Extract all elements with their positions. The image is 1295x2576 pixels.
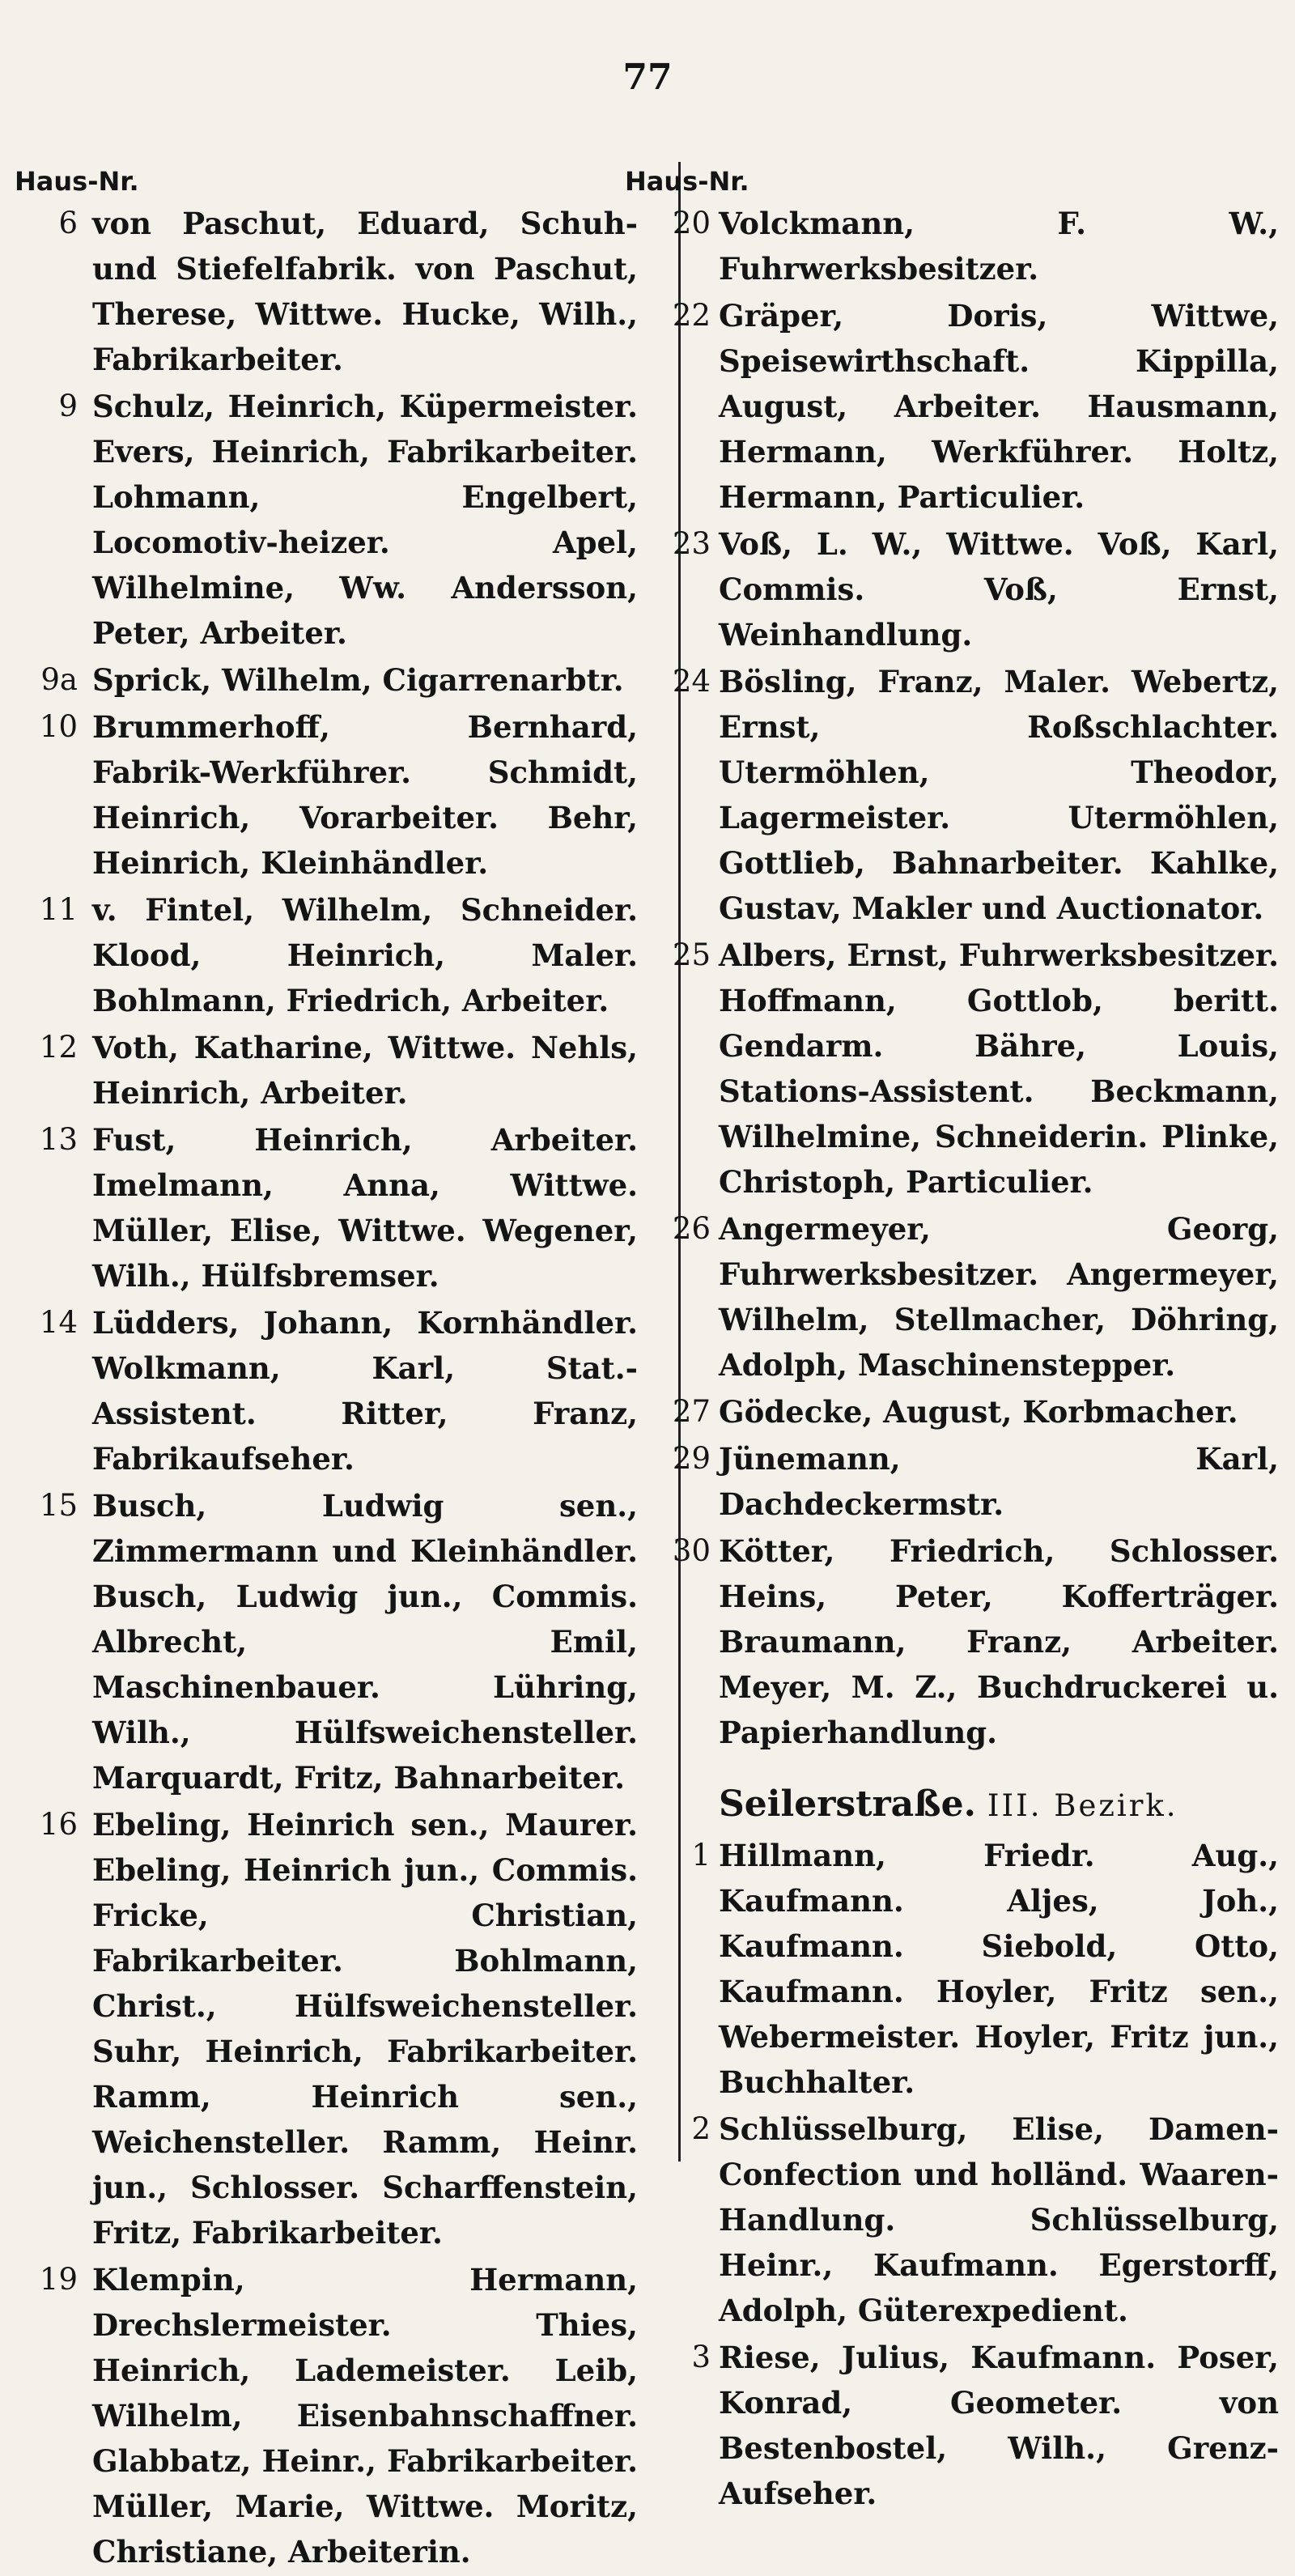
house-number: 2 [691,2111,711,2146]
house-number: 24 [672,664,711,699]
house-number: 26 [672,1211,711,1246]
house-number: 9a [40,662,78,697]
house-entry [15,1483,638,1800]
house-entry [623,1206,1279,1388]
house-number: 10 [39,709,78,744]
house-number: 20 [672,206,711,240]
house-number: 11 [39,892,78,927]
house-entry [623,1528,1279,1755]
resident-list: Kötter, Friedrich, Schlosser. Heins, Peter, Kofferträger. Braumann, Franz, Arbeiter. Meyer, M. Z., Buchdruckerei u. Papierhandlung. [719,1533,1279,1750]
house-entry [623,659,1279,931]
house-number: 16 [39,1807,78,1842]
house-number: 9 [58,389,78,423]
page-number: 77 [622,57,673,98]
resident-list: Voth, Katharine, Wittwe. Nehls, Heinrich, Arbeiter. [92,1030,638,1111]
house-entry [15,384,638,656]
house-number: 12 [39,1030,78,1065]
street-name: Seilerstraße. [719,1783,976,1825]
resident-list: Ebeling, Heinrich sen., Maurer. Ebeling, Heinrich jun., Commis. Fricke, Christian, Fabrikarbeiter. Bohlmann, Christ., Hülfsweichensteller. Suhr, Heinrich, Fabrikarbeiter. Ramm, Heinrich sen., Weichensteller. Ramm, Heinr. jun., Schlosser. Scharffenstein, Fritz, Fabrikarbeiter. [92,1807,638,2251]
right-column-header: Haus-Nr. [625,166,749,197]
resident-list: Brummerhoff, Bernhard, Fabrik-Werkführer. Schmidt, Heinrich, Vorarbeiter. Behr, Heinrich, Kleinhändler. [92,709,638,881]
resident-list: Lüdders, Johann, Kornhändler. Wolkmann, Karl, Stat.-Assistent. Ritter, Franz, Fabrikaufseher. [92,1305,638,1477]
house-number: 25 [672,937,711,972]
resident-list: von Paschut, Eduard, Schuh- und Stiefelfabrik. von Paschut, Therese, Wittwe. Hucke, Wilh., Fabrikarbeiter. [92,206,638,377]
house-entry [623,1389,1279,1435]
house-entry [15,2257,638,2574]
left-entries-list [15,201,638,2574]
resident-list: Albers, Ernst, Fuhrwerksbesitzer. Hoffmann, Gottlob, beritt. Gendarm. Bähre, Louis, Stations-Assistent. Beckmann, Wilhelmine, Schneiderin. Plinke, Christoph, Particulier. [719,937,1279,1200]
resident-list: Voß, L. W., Wittwe. Voß, Karl, Commis. Voß, Ernst, Weinhandlung. [719,526,1279,653]
house-number: 6 [58,206,78,240]
resident-list: Bösling, Franz, Maler. Webertz, Ernst, Roßschlachter. Utermöhlen, Theodor, Lagermeister. Utermöhlen, Gottlieb, Bahnarbeiter. Kahlke, Gustav, Makler und Auctionator. [719,664,1279,926]
street-bezirk: III. Bezirk. [987,1788,1178,1823]
house-number: 27 [672,1394,711,1429]
house-entry [15,201,638,382]
house-entry [623,2106,1279,2333]
street-heading [719,1778,1279,1833]
resident-list: Hillmann, Friedr. Aug., Kaufmann. Aljes, Joh., Kaufmann. Siebold, Otto, Kaufmann. Hoyler, Fritz sen., Webermeister. Hoyler, Fritz jun., Buchhalter. [719,1838,1279,2100]
resident-list: Jünemann, Karl, Dachdeckermstr. [719,1441,1279,1522]
house-number: 3 [691,2340,711,2374]
resident-list: Klempin, Hermann, Drechslermeister. Thies, Heinrich, Lademeister. Leib, Wilhelm, Eisenbahnschaffner. Glabbatz, Heinr., Fabrikarbeiter. Müller, Marie, Wittwe. Moritz, Christiane, Arbeiterin. [92,2262,638,2570]
house-entry [15,1117,638,1299]
right-entries-list [623,201,1279,1755]
resident-list: Gödecke, August, Korbmacher. [719,1394,1238,1430]
house-entry [15,1802,638,2255]
house-entry [623,201,1279,291]
street-entries-list [623,1833,1279,2516]
house-entry [15,1300,638,1481]
house-number: 19 [39,2262,78,2297]
house-number: 30 [672,1533,711,1568]
house-entry [623,293,1279,520]
resident-list: Sprick, Wilhelm, Cigarrenarbtr. [92,662,624,698]
resident-list: Gräper, Doris, Wittwe, Speisewirthschaft. Kippilla, August, Arbeiter. Hausmann, Hermann, Werkführer. Holtz, Hermann, Particulier. [719,298,1279,515]
house-entry [15,887,638,1023]
house-entry [15,704,638,886]
resident-list: Fust, Heinrich, Arbeiter. Imelmann, Anna, Wittwe. Müller, Elise, Wittwe. Wegener, Wilh., Hülfsbremser. [92,1122,638,1294]
resident-list: Volckmann, F. W., Fuhrwerksbesitzer. [719,206,1279,287]
resident-list: Schulz, Heinrich, Küpermeister. Evers, Heinrich, Fabrikarbeiter. Lohmann, Engelbert, Locomotiv-heizer. Apel, Wilhelmine, Ww. Andersson, Peter, Arbeiter. [92,389,638,651]
resident-list: Busch, Ludwig sen., Zimmermann und Kleinhändler. Busch, Ludwig jun., Commis. Albrecht, Emil, Maschinenbauer. Lühring, Wilh., Hülfsweichensteller. Marquardt, Fritz, Bahnarbeiter. [92,1488,638,1796]
house-number: 15 [39,1488,78,1523]
resident-list: v. Fintel, Wilhelm, Schneider. Klood, Heinrich, Maler. Bohlmann, Friedrich, Arbeiter. [92,892,638,1018]
left-column [15,162,638,2576]
resident-list: Angermeyer, Georg, Fuhrwerksbesitzer. Angermeyer, Wilhelm, Stellmacher, Döhring, Adolph, Maschinenstepper. [719,1211,1279,1383]
house-number: 13 [39,1122,78,1157]
house-entry [15,1025,638,1116]
resident-list: Riese, Julius, Kaufmann. Poser, Konrad, Geometer. von Bestenbostel, Wilh., Grenz-Aufseher. [719,2340,1279,2511]
house-number: 22 [672,298,711,333]
house-number: 14 [39,1305,78,1340]
house-number: 29 [672,1441,711,1476]
resident-list: Schlüsselburg, Elise, Damen-Confection und holländ. Waaren-Handlung. Schlüsselburg, Heinr., Kaufmann. Egerstorff, Adolph, Güterexpedient. [719,2111,1279,2328]
house-number: 23 [672,526,711,561]
right-column [623,162,1279,2518]
left-column-header: Haus-Nr. [15,166,139,197]
house-entry [623,1436,1279,1527]
house-entry [15,657,638,703]
house-entry [623,1833,1279,2105]
house-entry [623,2335,1279,2516]
house-entry [623,933,1279,1205]
house-number: 1 [691,1838,711,1872]
house-entry [623,521,1279,657]
